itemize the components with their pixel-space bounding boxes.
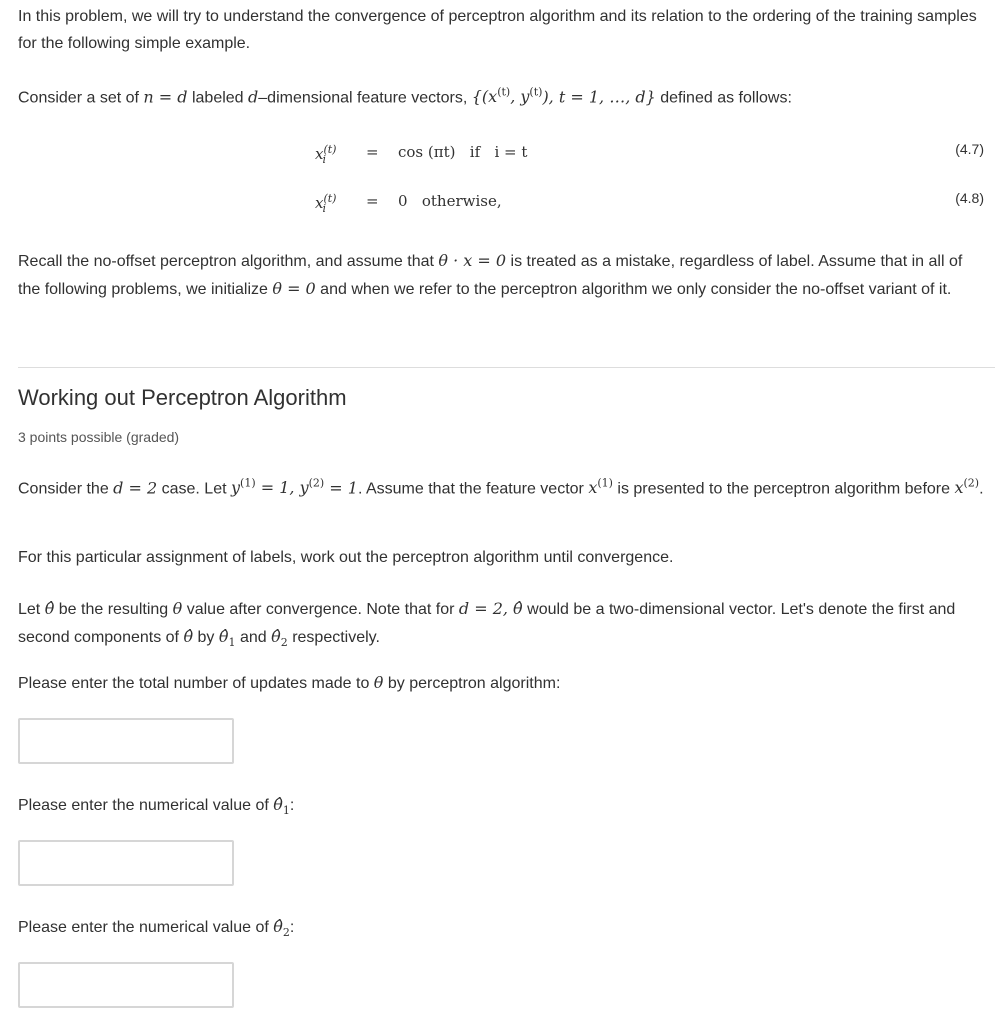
- text-segment: .: [979, 480, 984, 498]
- text-segment: –dimensional feature vectors,: [258, 89, 472, 107]
- math-expression: [45, 599, 55, 618]
- math-supscript: (t): [497, 86, 511, 99]
- text-segment: Please enter the total number of updates made to: [18, 675, 374, 692]
- question-updates-label: [18, 669, 988, 697]
- text-segment: is treated as a mistake, regardless of label. Assume that in all of the following problems, we initialize: [18, 253, 963, 298]
- text-segment: Let: [18, 601, 45, 618]
- math-term: θ̂: [273, 795, 283, 814]
- math-term: {(x: [471, 87, 498, 107]
- math-subscript: 2: [282, 926, 290, 940]
- math-supscript: (1): [597, 477, 613, 490]
- math-expression: [256, 478, 325, 497]
- text-segment: Consider the: [18, 480, 114, 498]
- math-expression: [459, 599, 523, 618]
- math-subscript: 2: [280, 636, 288, 650]
- theta2-input[interactable]: [18, 962, 234, 1008]
- math-term: = 1, y: [255, 478, 309, 498]
- equation-4-7: [0, 143, 1003, 173]
- math-subscript: 1: [228, 636, 236, 650]
- math-supscript: (t): [529, 86, 543, 99]
- math-term: x: [588, 478, 598, 498]
- text-segment: would be a two-dimensional vector. Let's denote the first and second components of: [18, 601, 956, 646]
- text-segment: by perceptron algorithm:: [383, 675, 561, 692]
- math-expression: [173, 599, 183, 618]
- math-term: θ̂: [271, 627, 281, 646]
- intro-paragraph: [18, 3, 988, 57]
- text-segment: In this problem, we will try to understand the convergence of perceptron algorithm and its relation to the ordering of the training samples for the following simple example.: [18, 8, 977, 52]
- math-expression: [588, 478, 613, 497]
- problem-definition: [18, 595, 988, 656]
- text-segment: defined as follows:: [655, 89, 792, 107]
- math-supscript: (2): [963, 477, 980, 490]
- math-expression: [542, 87, 655, 106]
- text-segment: :: [289, 797, 295, 814]
- math-term: n = d: [143, 87, 188, 107]
- math-term: θ̂: [44, 599, 55, 618]
- math-term: ), t = 1, …, d}: [542, 87, 656, 107]
- section-divider: [18, 367, 995, 368]
- math-term: θ: [172, 599, 183, 618]
- text-segment: is presented to the perceptron algorithm before: [612, 480, 955, 498]
- math-expression: [954, 478, 979, 497]
- math-term: x: [954, 478, 964, 498]
- math-subscript: 1: [282, 804, 290, 818]
- eq-sub: i: [322, 153, 327, 166]
- math-term: d: [248, 87, 259, 107]
- math-expression: [231, 478, 256, 497]
- math-term: θ̂: [183, 627, 194, 646]
- text-segment: by: [193, 629, 219, 646]
- points-possible: 3 points possible (graded): [18, 429, 180, 445]
- eq-sup: (t): [323, 192, 337, 205]
- text-segment: For this particular assignment of labels, work out the perceptron algorithm until convergence.: [18, 549, 674, 566]
- math-expression: [143, 87, 187, 106]
- recall-paragraph: [18, 247, 988, 303]
- math-expression: [218, 627, 236, 650]
- math-supscript: (2): [308, 477, 325, 490]
- text-segment: value after convergence. Note that for: [182, 601, 459, 618]
- eq-lhs-var: x: [315, 145, 324, 163]
- question-theta2-label: [18, 913, 988, 946]
- math-term: d = 2: [113, 478, 158, 498]
- math-expression: [472, 87, 510, 106]
- question-theta1-label: [18, 791, 988, 824]
- text-segment: be the resulting: [54, 601, 173, 618]
- text-segment: labeled: [187, 89, 249, 107]
- equation-number: (4.7): [955, 141, 984, 157]
- math-expression: [273, 795, 290, 818]
- math-expression: [272, 279, 315, 298]
- math-term: y: [231, 478, 241, 498]
- math-expression: [271, 627, 288, 650]
- math-expression: [438, 251, 506, 270]
- math-expression: [273, 917, 290, 940]
- eq-lhs: [315, 192, 337, 215]
- math-term: = 1: [324, 478, 358, 498]
- math-term: θ̂: [273, 917, 283, 936]
- math-term: , y: [510, 87, 530, 107]
- eq-lhs-var: x: [315, 194, 324, 212]
- updates-input[interactable]: [18, 718, 234, 764]
- problem-instruction: [18, 544, 988, 571]
- problem-title: Working out Perceptron Algorithm: [18, 385, 347, 410]
- text-segment: Please enter the numerical value of: [18, 797, 274, 814]
- text-segment: and: [235, 629, 272, 646]
- math-term: θ · x = 0: [438, 251, 507, 270]
- problem-setup-paragraph: [18, 470, 988, 502]
- eq-rhs: 0 otherwise,: [398, 192, 502, 210]
- eq-sup: (t): [323, 143, 337, 156]
- eq-sub: i: [322, 202, 327, 215]
- text-segment: . Assume that the feature vector: [357, 480, 589, 498]
- setup-paragraph: [18, 79, 988, 111]
- text-segment: case. Let: [157, 480, 231, 498]
- text-segment: Consider a set of: [18, 89, 144, 107]
- math-expression: [374, 673, 384, 692]
- math-expression: [510, 87, 542, 106]
- text-segment: and when we refer to the perceptron algorithm we only consider the no-offset variant of it.: [315, 281, 952, 298]
- math-expression: [248, 87, 258, 106]
- math-term: d = 2, θ̂: [458, 599, 523, 618]
- eq-equals: =: [366, 192, 379, 210]
- text-segment: respectively.: [287, 629, 380, 646]
- math-expression: [324, 478, 358, 497]
- text-segment: Please enter the numerical value of: [18, 919, 274, 936]
- math-supscript: (1): [240, 477, 256, 490]
- math-term: θ: [373, 673, 384, 692]
- equation-number: (4.8): [955, 190, 984, 206]
- theta1-input[interactable]: [18, 840, 234, 886]
- math-expression: [183, 627, 193, 646]
- math-expression: [113, 478, 157, 497]
- math-term: θ̂: [218, 627, 229, 646]
- math-term: θ = 0: [272, 279, 316, 298]
- eq-rhs: cos (πt) if i = t: [398, 143, 528, 161]
- text-segment: Recall the no-offset perceptron algorithm, and assume that: [18, 253, 439, 270]
- eq-lhs: [315, 143, 337, 166]
- equation-4-8: [0, 192, 1003, 222]
- eq-equals: =: [366, 143, 379, 161]
- text-segment: :: [289, 919, 295, 936]
